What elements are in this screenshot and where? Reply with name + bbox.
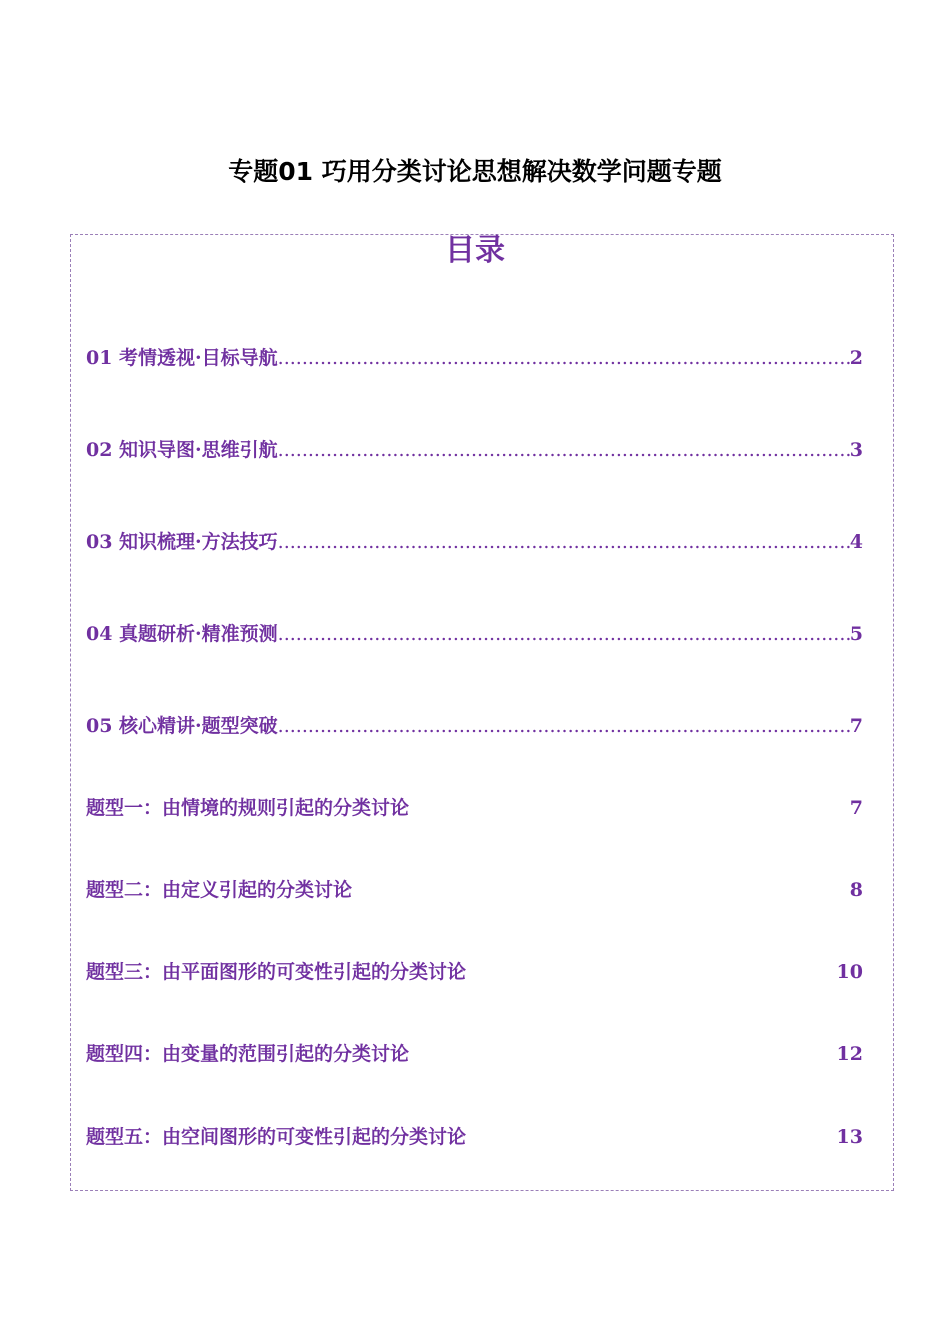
toc-subentry-4[interactable] (86, 1041, 863, 1067)
document-title: 专题01 巧用分类讨论思想解决数学问题专题 (228, 157, 722, 186)
toc-subentry-label: 题型二：由定义引起的分类讨论 (86, 879, 353, 901)
toc-subentry-page: 7 (849, 797, 863, 819)
toc-subentry-page: 13 (836, 1126, 863, 1148)
toc-entry-page: 2 (849, 347, 863, 369)
toc-dot-leader (278, 713, 850, 739)
toc-subentry-label: 题型一：由情境的规则引起的分类讨论 (86, 797, 410, 819)
toc-entry-label: 03 知识梳理·方法技巧 (86, 531, 278, 553)
toc-subentry-page: 10 (836, 961, 863, 983)
toc-subentry-2[interactable] (86, 877, 863, 903)
toc-subentry-label: 题型四：由变量的范围引起的分类讨论 (86, 1043, 410, 1065)
toc-subentry-1[interactable] (86, 795, 863, 821)
toc-entry-3[interactable] (86, 529, 863, 555)
toc-subentry-label: 题型五：由空间图形的可变性引起的分类讨论 (86, 1126, 467, 1148)
toc-entry-page: 7 (849, 715, 863, 737)
toc-subentry-page: 12 (836, 1043, 863, 1065)
toc-entry-4[interactable] (86, 621, 863, 647)
toc-entry-label: 05 核心精讲·题型突破 (86, 715, 278, 737)
toc-dot-leader (278, 345, 850, 371)
toc-subentry-label: 题型三：由平面图形的可变性引起的分类讨论 (86, 961, 467, 983)
toc-entry-label: 02 知识导图·思维引航 (86, 439, 278, 461)
toc-entry-label: 01 考情透视·目标导航 (86, 347, 278, 369)
toc-subentry-3[interactable] (86, 959, 863, 985)
toc-heading: 目录 (445, 233, 505, 268)
toc-entry-2[interactable] (86, 437, 863, 463)
toc-dot-leader (278, 621, 850, 647)
toc-dot-leader (278, 437, 850, 463)
toc-entry-page: 4 (849, 531, 863, 553)
toc-subentry-page: 8 (849, 879, 863, 901)
toc-entry-label: 04 真题研析·精准预测 (86, 623, 278, 645)
toc-dot-leader (278, 529, 850, 555)
toc-subentry-5[interactable] (86, 1124, 863, 1150)
toc-entry-page: 3 (849, 439, 863, 461)
toc-entry-page: 5 (849, 623, 863, 645)
toc-entry-1[interactable] (86, 345, 863, 371)
toc-entry-5[interactable] (86, 713, 863, 739)
